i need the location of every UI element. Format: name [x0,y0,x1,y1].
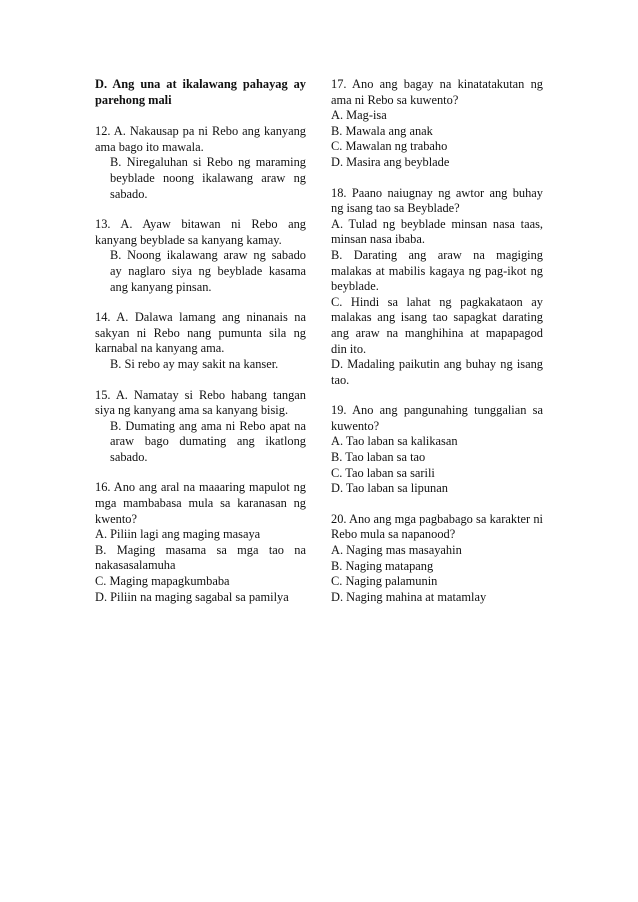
question-12 [95,124,306,202]
question-18 [331,186,543,389]
question-18-option-d: D. Madaling paikutin ang buhay ng isang tao. [331,357,543,387]
question-16-option-d: D. Piliin na maging sagabal sa pamilya [95,589,289,604]
question-16-text: 16. Ano ang aral na maaaring mapulot ng mga mambabasa mula sa karanasan ng kwento? [95,480,306,526]
question-15-statement-b: B. Dumating ang ama ni Rebo apat na araw bago dumating ang ikatlong sabado. [110,418,306,464]
question-17-text: 17. Ano ang bagay na kinatatakutan ng ama ni Rebo sa kuwento? [331,77,543,107]
question-19-option-a: A. Tao laban sa kalikasan [331,434,458,449]
question-20-option-c: C. Naging palamunin [331,574,438,589]
question-18-option-a: A. Tulad ng beyblade minsan nasa taas, minsan nasa ibaba. [331,216,543,247]
question-19 [331,403,543,497]
question-20-text: 20. Ano ang mga pagbabago sa karakter ni Rebo mula sa napanood? [331,511,543,542]
question-20-option-d: D. Naging mahina at matamlay [331,589,487,604]
question-17-option-c: C. Mawalan ng trabaho [331,139,448,154]
question-12-statement-b: B. Niregaluhan si Rebo ng maraming beyblade noong ikalawang araw ng sabado. [110,155,306,201]
question-16-option-b: B. Maging masama sa mga tao na nakasasalamuha [95,542,306,573]
question-15-statement-a: 15. A. Namatay si Rebo habang tangan siya ng kanyang ama sa kanyang bisig. [95,387,306,418]
question-16 [95,480,306,605]
question-15 [95,388,306,466]
question-19-text: 19. Ano ang pangunahing tunggalian sa kuwento? [331,403,543,433]
question-17-option-d: D. Masira ang beyblade [331,154,450,169]
option-d-heading: D. Ang una at ikalawang pahayag ay parehong mali [95,77,306,107]
question-17-option-a: A. Mag-isa [331,108,387,123]
question-16-option-a: A. Piliin lagi ang maging masaya [95,527,261,542]
question-19-option-b: B. Tao laban sa tao [331,450,426,465]
question-14 [95,310,306,372]
question-13-statement-a: 13. A. Ayaw bitawan ni Rebo ang kanyang beyblade sa kanyang kamay. [95,217,306,247]
question-13-statement-b: B. Noong ikalawang araw ng sabado ay naglaro siya ng beyblade kasama ang kanyang pinsan. [110,248,306,294]
question-14-statement-b: B. Si rebo ay may sakit na kanser. [110,356,279,371]
right-column [331,77,543,620]
question-19-option-c: C. Tao laban sa sarili [331,465,435,480]
question-12-statement-a: 12. A. Nakausap pa ni Rebo ang kanyang ama bago ito mawala. [95,124,306,154]
question-18-option-b: B. Darating ang araw na magiging malakas at mabilis kagaya ng pag-ikot ng beyblade. [331,247,543,294]
question-17-option-b: B. Mawala ang anak [331,123,433,138]
question-18-option-c: C. Hindi sa lahat ng pagkakataon ay malakas ang isang tao sapagkat darating ang araw na manghihina at mapapagod din ito. [331,294,543,356]
question-16-option-c: C. Maging mapagkumbaba [95,574,230,589]
question-18-text: 18. Paano naiugnay ng awtor ang buhay ng isang tao sa Beyblade? [331,185,543,216]
question-20-option-b: B. Naging matapang [331,558,434,573]
question-14-statement-a: 14. A. Dalawa lamang ang ninanais na sakyan ni Rebo nang pumunta sila ng karnabal na kanyang ama. [95,310,306,356]
question-20 [331,512,543,606]
question-20-option-a: A. Naging mas masayahin [331,543,462,558]
left-column [95,77,306,620]
question-13 [95,217,306,295]
question-17 [331,77,543,171]
question-19-option-d: D. Tao laban sa lipunan [331,481,448,496]
